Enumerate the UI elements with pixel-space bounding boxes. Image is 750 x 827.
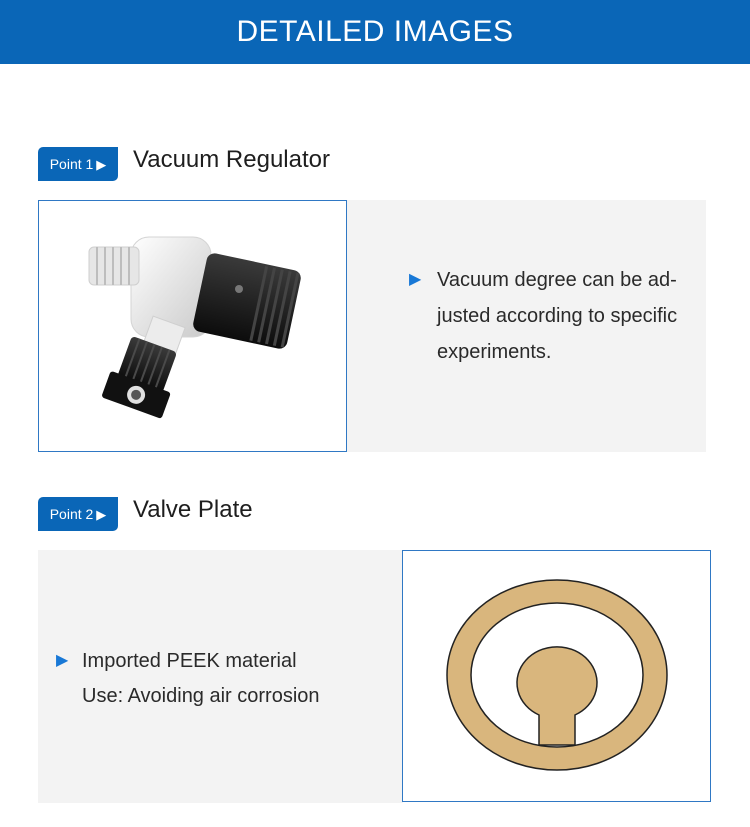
header-banner	[0, 0, 750, 64]
valve-plate-description-panel	[38, 550, 403, 803]
point-1-tag-label: Point 1	[49, 156, 94, 172]
point-2-tag	[38, 497, 118, 531]
valve-plate-image	[402, 550, 711, 802]
section-title-valve-plate: Valve Plate	[133, 496, 253, 523]
point-1-tag	[38, 147, 118, 181]
description-line-2: Use: Avoiding air corrosion	[82, 685, 320, 707]
bullet-triangle-icon: ▶	[56, 652, 69, 669]
description-line-3: experiments.	[437, 341, 552, 363]
description-line-2: justed according to specific	[437, 305, 678, 327]
description-line-1: Vacuum degree can be ad-	[437, 269, 677, 291]
vacuum-regulator-photo-icon	[39, 201, 346, 451]
valve-plate-photo-icon	[403, 551, 710, 801]
vacuum-regulator-description-panel	[347, 200, 706, 452]
vacuum-regulator-image	[38, 200, 347, 452]
play-triangle-icon: ▶	[96, 506, 107, 522]
page-title: DETAILED IMAGES	[236, 15, 514, 48]
section-title-vacuum-regulator: Vacuum Regulator	[133, 146, 330, 173]
description-line-1: Imported PEEK material	[82, 650, 297, 672]
point-2-tag-label: Point 2	[49, 506, 94, 522]
bullet-triangle-icon: ▶	[409, 271, 422, 288]
play-triangle-icon: ▶	[96, 156, 107, 172]
